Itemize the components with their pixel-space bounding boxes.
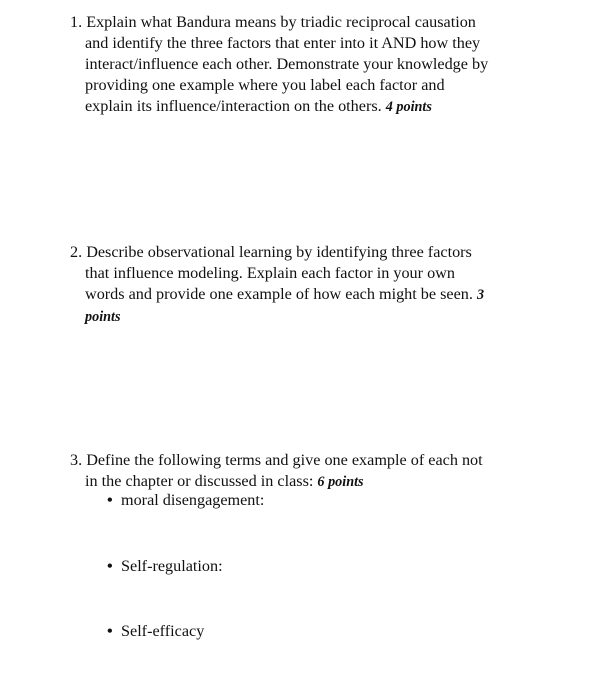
bullet-icon: •	[107, 622, 113, 640]
question-3-line-2-text: in the chapter or discussed in class:	[85, 472, 314, 490]
question-1-line-3: interact/influence each other. Demonstrate your knowledge by	[85, 55, 489, 73]
question-2-line-3-text: words and provide one example of how each might be seen.	[85, 285, 473, 303]
question-3	[70, 450, 540, 493]
term-label: Self-efficacy	[121, 622, 205, 640]
question-2-line-4	[70, 306, 540, 328]
question-2-line-1: 2. Describe observational learning by identifying three factors	[70, 243, 472, 261]
question-1-line-4: providing one example where you label each factor and	[85, 76, 445, 94]
term-label: Self-regulation:	[121, 557, 223, 575]
question-2-points-number: 3	[476, 287, 485, 303]
question-3-points: 6 points	[317, 474, 364, 490]
question-1	[70, 12, 540, 118]
term-self-regulation	[107, 556, 223, 577]
question-1-line-5	[70, 96, 540, 118]
question-1-line-1: 1. Explain what Bandura means by triadic reciprocal causation	[70, 13, 476, 31]
question-2-points-word: points	[85, 309, 121, 325]
question-3-line-1: 3. Define the following terms and give one example of each not	[70, 451, 483, 469]
term-moral-disengagement	[107, 490, 264, 511]
term-label: moral disengagement:	[121, 491, 265, 509]
bullet-icon: •	[107, 557, 113, 575]
question-2-line-3	[70, 284, 540, 306]
question-1-line-2: and identify the three factors that enter into it AND how they	[85, 34, 481, 52]
question-2	[70, 242, 540, 328]
question-1-line-5-text: explain its influence/interaction on the others.	[85, 97, 382, 115]
question-2-line-2: that influence modeling. Explain each factor in your own	[85, 264, 455, 282]
term-self-efficacy	[107, 621, 204, 642]
question-1-points: 4 points	[385, 99, 432, 115]
bullet-icon: •	[107, 491, 113, 509]
